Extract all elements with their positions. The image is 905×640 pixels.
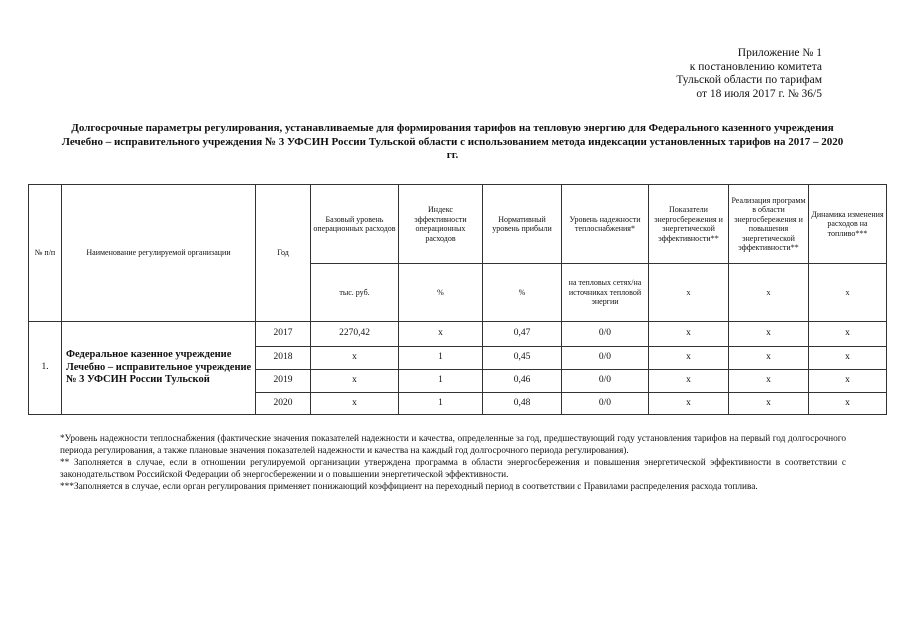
header-year: Год (256, 185, 311, 322)
header-reliability: Уровень надежности теплоснабжения* (562, 185, 649, 264)
cell-reliability: 0/0 (562, 347, 649, 370)
appendix-line: Тульской области по тарифам (676, 74, 822, 86)
cell-programs: х (729, 347, 809, 370)
header-org: Наименование регулируемой организации (62, 185, 256, 322)
cell-year: 2019 (256, 370, 311, 393)
appendix-line: от 18 июля 2017 г. № 36/5 (696, 87, 822, 100)
cell-energy-saving: х (649, 347, 729, 370)
cell-programs: х (729, 370, 809, 393)
footnote: *Уровень надежности теплоснабжения (фактические значения показателей надежности и качества, определенные за год, предшествующий году установления тарифов на первый год долгосрочного периода регулирования, а также плановые значения показателей надежности и качества на каждый год долгосрочного периода регулирования). (60, 434, 846, 456)
footnote: ** Заполняется в случае, если в отношении регулируемой организации утверждена программа в области энергосбережения и повышения энергетической эффективности в соответствии с законодательством Российской Федерации об энергосбережении и о повышении энергетической эффективности. (60, 458, 846, 480)
header-row (29, 185, 887, 264)
cell-index: 1 (399, 393, 483, 415)
cell-profit: 0,45 (483, 347, 562, 370)
unit-index: % (399, 264, 483, 322)
appendix-line: Приложение № 1 (737, 47, 822, 59)
cell-index: 1 (399, 370, 483, 393)
cell-reliability: 0/0 (562, 322, 649, 347)
header-base: Базовый уровень операционных расходов (311, 185, 399, 264)
unit-programs: х (729, 264, 809, 322)
cell-energy-saving: х (649, 322, 729, 347)
unit-profit: % (483, 264, 562, 322)
org-name: Федеральное казенное учреждение Лечебно – исправительное учреждение № 3 УФСИН России Тульской (62, 322, 256, 415)
org-num: 1. (29, 322, 62, 415)
unit-energy-saving: х (649, 264, 729, 322)
cell-reliability: 0/0 (562, 393, 649, 415)
cell-index: 1 (399, 347, 483, 370)
unit-fuel: х (809, 264, 887, 322)
cell-base: х (311, 370, 399, 393)
cell-energy-saving: х (649, 370, 729, 393)
document-title: Долгосрочные параметры регулирования, устанавливаемые для формирования тарифов на тепловую энергию для Федерального казенного учреждения Лечебно – исправительного учреждения № 3 УФСИН России Тульской области с использованием метода индексации установленных тарифов на 2017 – 2020 гг. (61, 122, 844, 161)
cell-fuel: х (809, 322, 887, 347)
cell-year: 2020 (256, 393, 311, 415)
cell-fuel: х (809, 370, 887, 393)
cell-profit: 0,48 (483, 393, 562, 415)
cell-year: 2017 (256, 322, 311, 347)
header-fuel: Динамика изменения расходов на топливо*** (809, 185, 887, 264)
cell-base: х (311, 393, 399, 415)
cell-year: 2018 (256, 347, 311, 370)
footnote: ***Заполняется в случае, если орган регулирования применяет понижающий коэффициент на переходный период в соответствии с Правилами распределения расхода топлива. (60, 482, 758, 492)
header-profit: Нормативный уровень прибыли (483, 185, 562, 264)
cell-fuel: х (809, 347, 887, 370)
cell-programs: х (729, 393, 809, 415)
table-row (29, 322, 887, 347)
cell-energy-saving: х (649, 393, 729, 415)
header-index: Индекс эффективности операционных расходов (399, 185, 483, 264)
footnotes (60, 433, 846, 493)
appendix-block (582, 47, 822, 101)
unit-base: тыс. руб. (311, 264, 399, 322)
cell-base: 2270,42 (311, 322, 399, 347)
parameters-table (28, 184, 887, 415)
header-num: № п/п (29, 185, 62, 322)
cell-programs: х (729, 322, 809, 347)
header-programs: Реализация программ в области энергосбережения и повышения энергетической эффективности** (729, 185, 809, 264)
cell-base: х (311, 347, 399, 370)
cell-index: х (399, 322, 483, 347)
cell-profit: 0,46 (483, 370, 562, 393)
appendix-line: к постановлению комитета (689, 60, 822, 73)
cell-fuel: х (809, 393, 887, 415)
header-energy-saving: Показатели энергосбережения и энергетической эффективности** (649, 185, 729, 264)
cell-reliability: 0/0 (562, 370, 649, 393)
cell-profit: 0,47 (483, 322, 562, 347)
unit-reliability: на тепловых сетях/на источниках тепловой энергии (562, 264, 649, 322)
